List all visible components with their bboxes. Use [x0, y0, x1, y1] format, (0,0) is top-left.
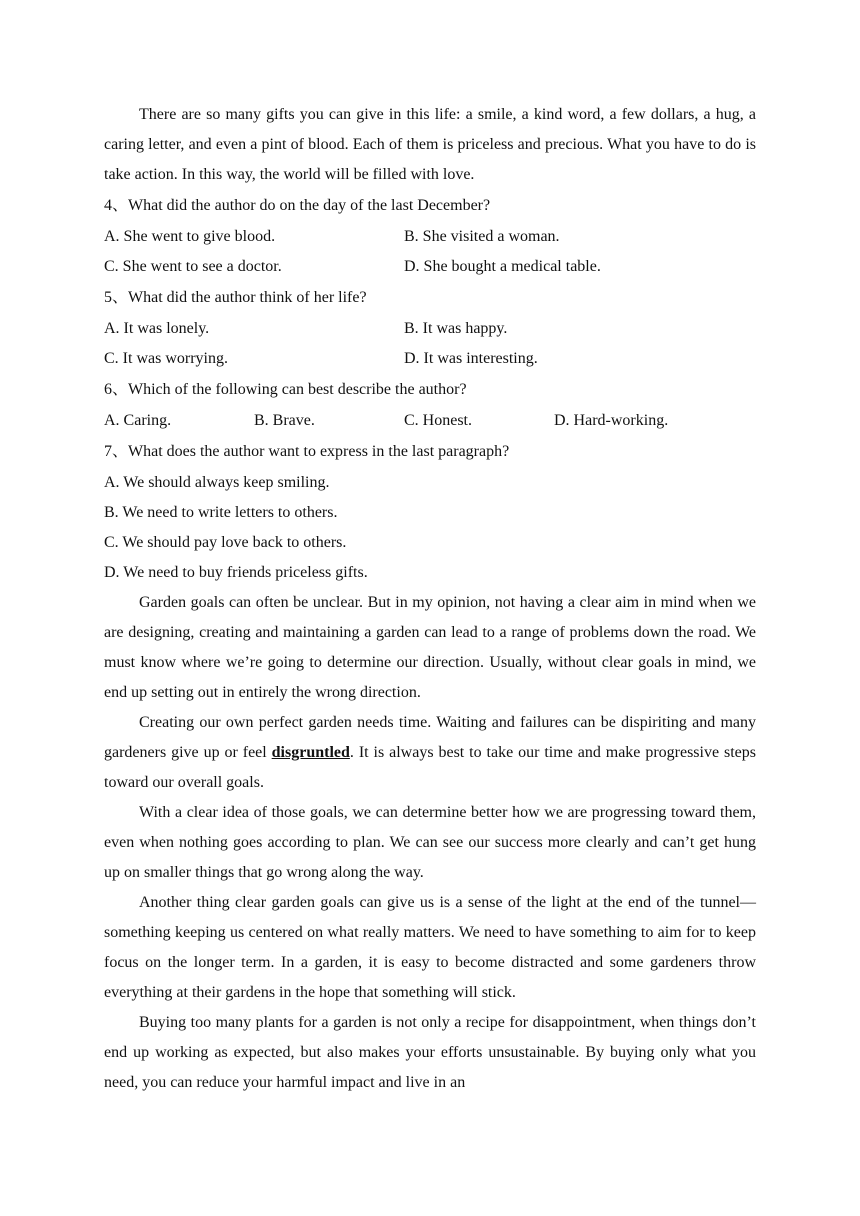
question-7-stem: 7、What does the author want to express in the last paragraph? [104, 443, 510, 460]
passage-paragraph-2 [104, 708, 756, 798]
question-5-option-c: C. It was worrying. [104, 350, 228, 367]
question-6-stem: 6、Which of the following can best describe the author? [104, 381, 467, 398]
passage-paragraph-4: Another thing clear garden goals can give us is a sense of the light at the end of the tunnel—something keeping us centered on what really matters. We need to have something to aim for to keep focus on the longer term. In a garden, it is easy to become distracted and some gardeners throw everything at their gardens in the hope that something will stick. [104, 894, 756, 1001]
passage-paragraph-2-start: Creating our own perfect garden needs time. Waiting and failures can be dispiriting and many gardeners give up or feel [104, 714, 756, 761]
intro-paragraph: There are so many gifts you can give in this life: a smile, a kind word, a few dollars, a hug, a caring letter, and even a pint of blood. Each of them is priceless and precious. What you have to do is take action. In this way, the world will be filled with love. [104, 106, 756, 183]
question-5-stem: 5、What did the author think of her life? [104, 289, 367, 306]
question-4-option-c: C. She went to see a doctor. [104, 258, 282, 275]
question-6-option-a: A. Caring. [104, 412, 172, 429]
question-4-option-b: B. She visited a woman. [404, 228, 560, 245]
page-content [104, 100, 756, 1098]
passage-paragraph-2-end: . It is always best to take our time and make progressive steps toward our overall goals. [104, 744, 756, 791]
question-7-option-b: B. We need to write letters to others. [104, 504, 338, 521]
question-4-options-row-1 [104, 222, 756, 252]
keyword-disgruntled: disgruntled [271, 744, 350, 761]
question-7-option-c: C. We should pay love back to others. [104, 534, 347, 551]
passage-paragraph-3: With a clear idea of those goals, we can determine better how we are progressing toward them, even when nothing goes according to plan. We can see our success more clearly and can’t get hung up on smaller things that go wrong along the way. [104, 804, 756, 881]
question-5-option-d: D. It was interesting. [404, 350, 538, 367]
question-4-options-row-2 [104, 252, 756, 282]
question-4-option-d: D. She bought a medical table. [404, 258, 601, 275]
question-5-options-row-2 [104, 344, 756, 374]
question-7-option-a: A. We should always keep smiling. [104, 474, 330, 491]
question-6-option-c: C. Honest. [404, 412, 472, 429]
question-5-options-row-1 [104, 314, 756, 344]
question-7-option-d: D. We need to buy friends priceless gifts. [104, 564, 368, 581]
question-6-options-row [104, 406, 756, 436]
question-4-stem: 4、What did the author do on the day of the last December? [104, 197, 491, 214]
passage-paragraph-5: Buying too many plants for a garden is not only a recipe for disappointment, when things don’t end up working as expected, but also makes your efforts unsustainable. By buying only what you need, you can reduce your harmful impact and live in an [104, 1014, 756, 1091]
passage-paragraph-1: Garden goals can often be unclear. But in my opinion, not having a clear aim in mind when we are designing, creating and maintaining a garden can lead to a range of problems down the road. We must know where we’re going to determine our direction. Usually, without clear goals in mind, we end up setting out in entirely the wrong direction. [104, 594, 756, 701]
question-5-option-a: A. It was lonely. [104, 320, 210, 337]
question-5-option-b: B. It was happy. [404, 320, 508, 337]
question-6-option-d: D. Hard-working. [554, 412, 669, 429]
question-6-option-b: B. Brave. [254, 412, 315, 429]
question-4-option-a: A. She went to give blood. [104, 228, 276, 245]
